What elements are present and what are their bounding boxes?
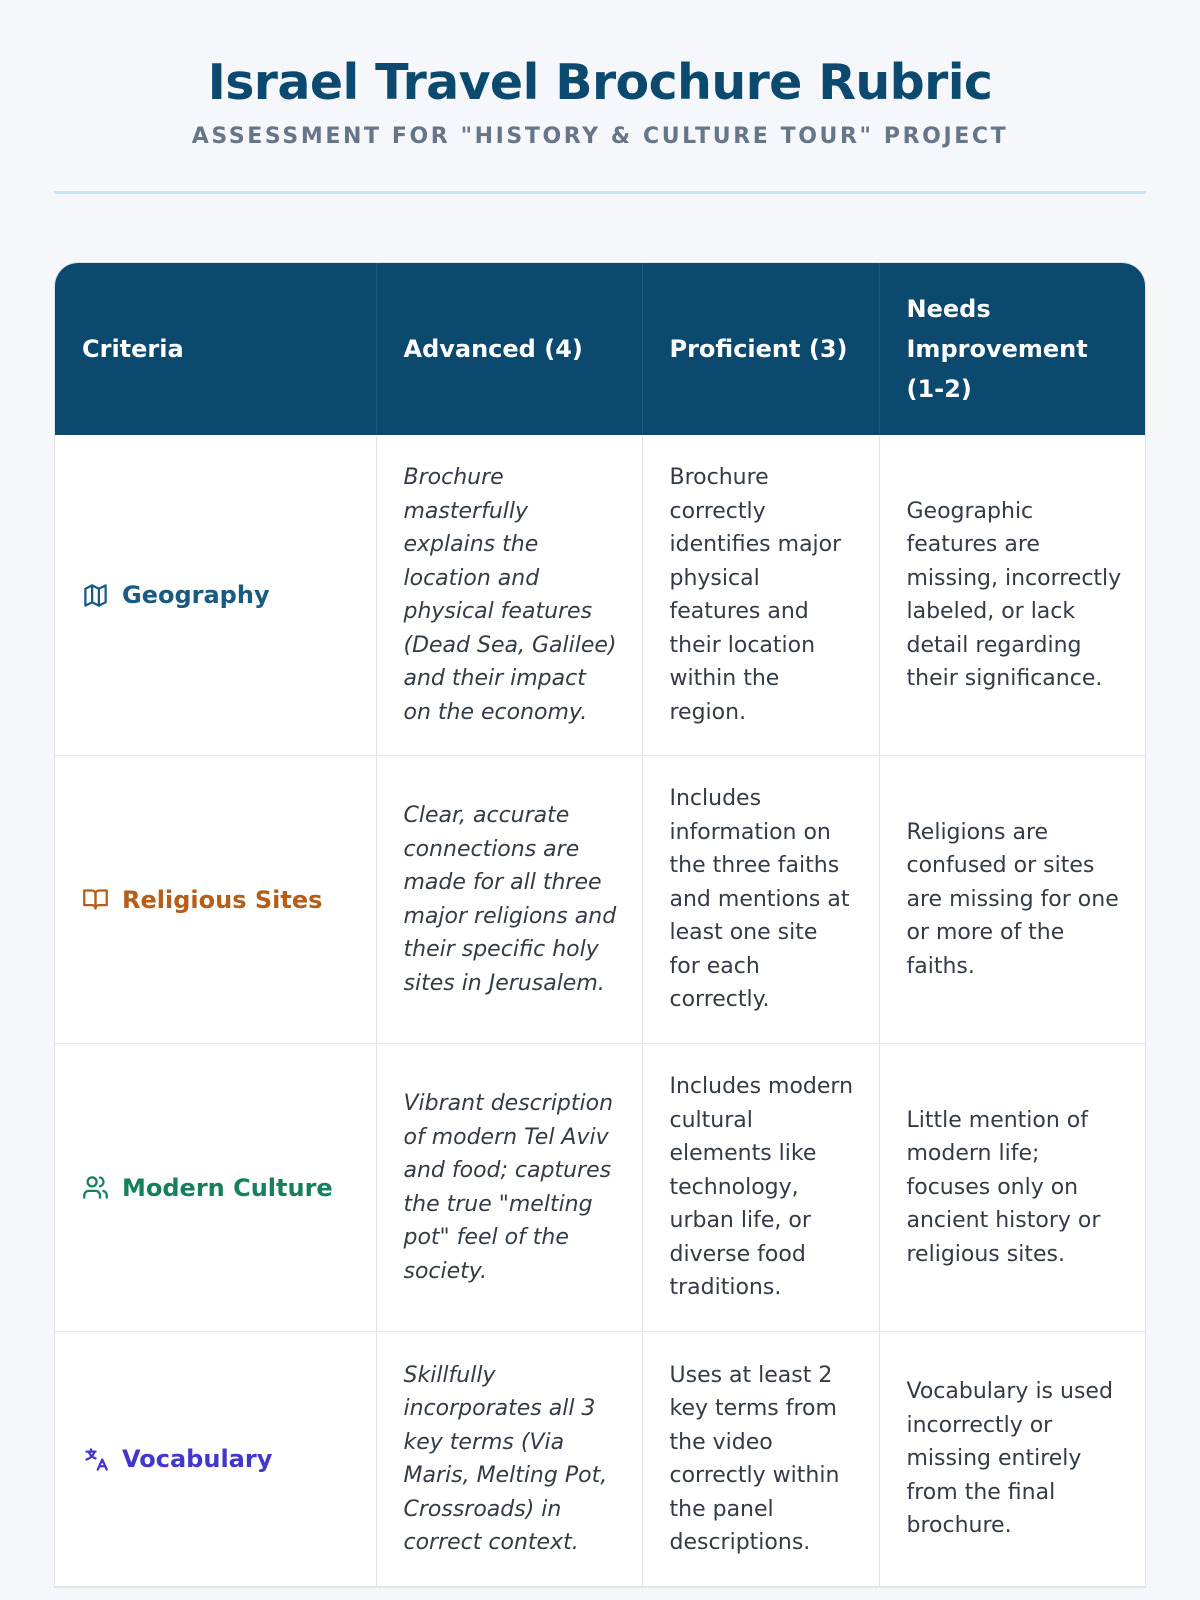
proficient-description: Includes information on the three faiths and mentions at least one site for each correctly. [642, 756, 879, 1044]
criterion-cell [55, 1044, 376, 1332]
translate-icon [82, 1446, 109, 1473]
table-row-vocabulary [55, 1332, 1146, 1587]
advanced-description: Brochure masterfully explains the location and physical features (Dead Sea, Galilee) and their impact on the economy. [376, 435, 642, 756]
page-subtitle: ASSESSMENT FOR "HISTORY & CULTURE TOUR" PROJECT [191, 124, 1009, 149]
page-title: Israel Travel Brochure Rubric [207, 54, 993, 111]
criterion-label: Modern Culture [122, 1173, 333, 1202]
criterion-vocabulary [82, 1443, 352, 1475]
header-criteria: Criteria [55, 263, 376, 435]
open-book-icon [82, 886, 109, 913]
header-advanced: Advanced (4) [376, 263, 642, 435]
page-header [54, 0, 1146, 149]
header-divider [54, 191, 1146, 194]
proficient-description: Brochure correctly identifies major physical features and their location within the region. [642, 435, 879, 756]
header-needs-improvement: Needs Improvement (1-2) [879, 263, 1146, 435]
criterion-label: Vocabulary [122, 1445, 273, 1473]
criterion-cell [55, 435, 376, 756]
criterion-geography [82, 579, 352, 611]
needs-improvement-description: Little mention of modern life; focuses only on ancient history or religious sites. [879, 1044, 1146, 1332]
rubric-table-container [54, 262, 1146, 1588]
table-row-modern-culture [55, 1044, 1146, 1332]
rubric-table-header [55, 263, 1146, 435]
table-row-geography [55, 435, 1146, 756]
criterion-religious-sites [82, 884, 352, 916]
needs-improvement-description: Religions are confused or sites are missing for one or more of the faiths. [879, 756, 1146, 1044]
criterion-cell [55, 756, 376, 1044]
proficient-description: Uses at least 2 key terms from the video correctly within the panel descriptions. [642, 1332, 879, 1587]
proficient-description: Includes modern cultural elements like technology, urban life, or diverse food traditions. [642, 1044, 879, 1332]
header-proficient: Proficient (3) [642, 263, 879, 435]
rubric-table [55, 263, 1146, 1587]
criterion-modern-culture [82, 1172, 352, 1204]
map-icon [82, 582, 109, 609]
advanced-description: Skillfully incorporates all 3 key terms (Via Maris, Melting Pot, Crossroads) in correct context. [376, 1332, 642, 1587]
criterion-label: Religious Sites [122, 885, 323, 914]
needs-improvement-description: Geographic features are missing, incorrectly labeled, or lack detail regarding their significance. [879, 435, 1146, 756]
advanced-description: Clear, accurate connections are made for all three major religions and their specific holy sites in Jerusalem. [376, 756, 642, 1044]
needs-improvement-description: Vocabulary is used incorrectly or missing entirely from the final brochure. [879, 1332, 1146, 1587]
rubric-table-body [55, 435, 1146, 1587]
criterion-cell [55, 1332, 376, 1587]
advanced-description: Vibrant description of modern Tel Aviv and food; captures the true "melting pot" feel of the society. [376, 1044, 642, 1332]
criterion-label: Geography [122, 581, 270, 609]
table-row-religious-sites [55, 756, 1146, 1044]
users-icon [82, 1174, 109, 1201]
header-row [55, 263, 1146, 435]
